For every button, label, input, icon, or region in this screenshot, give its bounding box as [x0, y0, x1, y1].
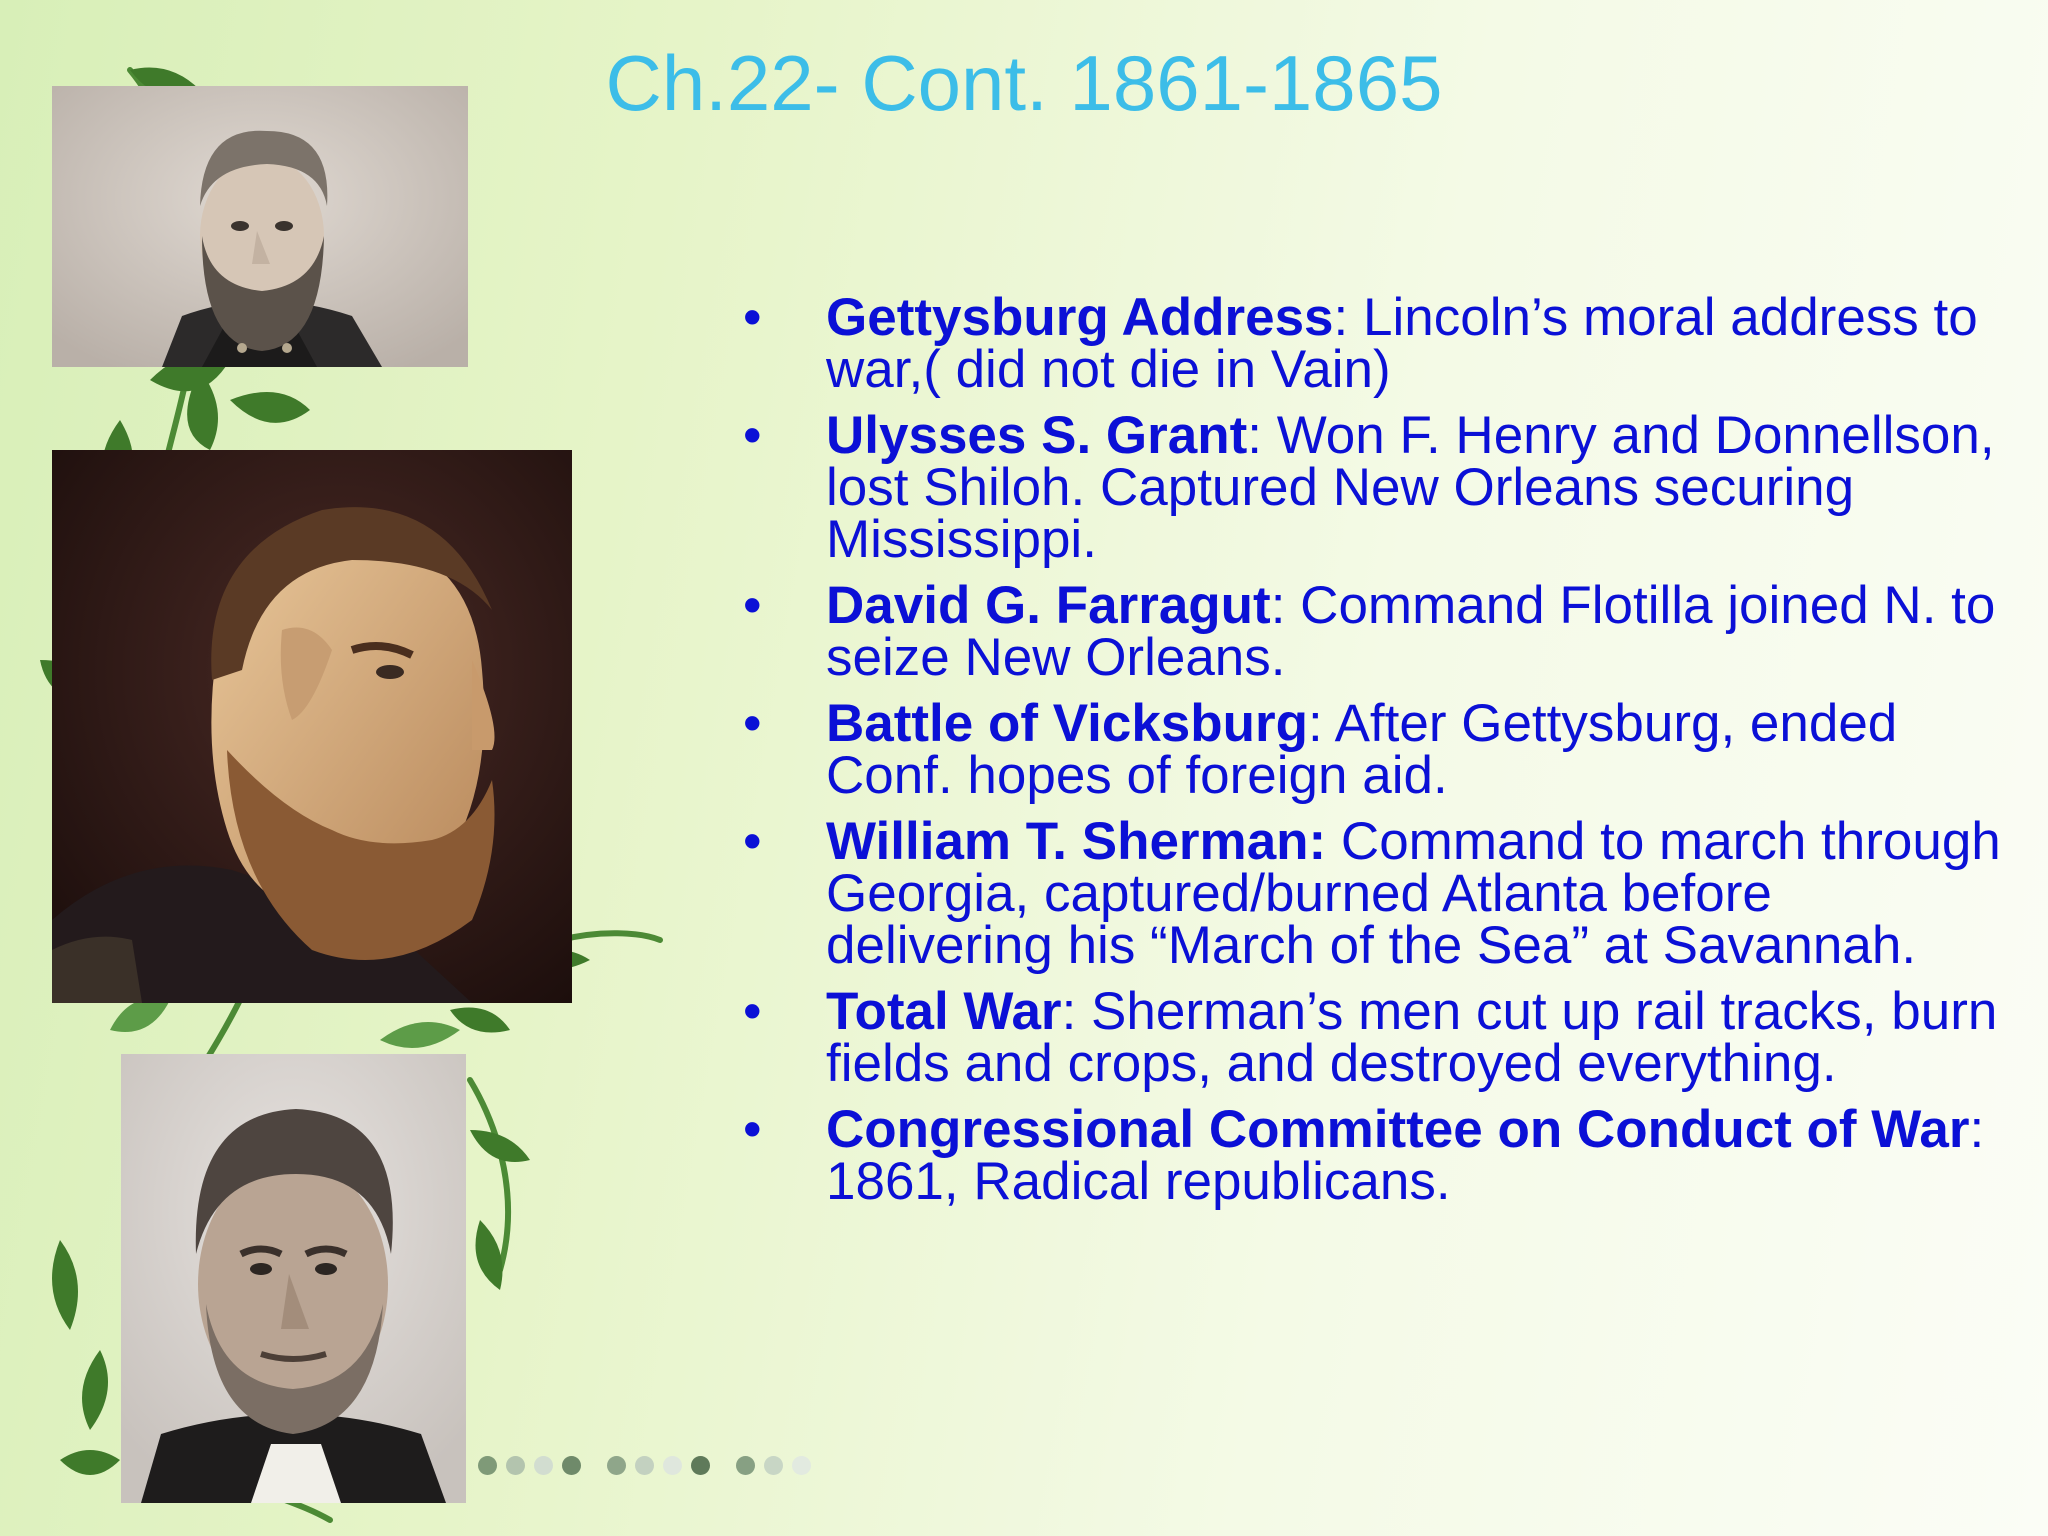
bullet-text: Command Flotilla joined N. to seize New Orleans. — [826, 576, 1996, 687]
bullet-term: Congressional Committee on Conduct of War — [826, 1100, 1970, 1159]
bullet-text: Won F. Henry and Donnellson, lost Shiloh. Captured New Orleans securing Mississippi. — [826, 406, 1995, 569]
bullet-separator: : — [1247, 406, 1262, 465]
bullet-icon: • — [743, 812, 762, 871]
bullet-icon: • — [743, 288, 762, 347]
progress-dot-icon — [562, 1456, 581, 1475]
portrait-sherman — [121, 1054, 466, 1503]
bullet-term: David G. Farragut — [826, 576, 1271, 635]
bullet-text: Sherman’s men cut up rail tracks, burn fields and crops, and destroyed everything. — [826, 982, 1998, 1093]
progress-dot-icon — [635, 1456, 654, 1475]
bullet-icon: • — [743, 982, 762, 1041]
bullet-icon: • — [743, 576, 762, 635]
bullet-text: Lincoln’s moral address to war,( did not die in Vain) — [826, 288, 1978, 399]
progress-dot-icon — [792, 1456, 811, 1475]
progress-dot-icon — [663, 1456, 682, 1475]
bullet-separator: : — [1270, 576, 1286, 635]
bullet-icon: • — [743, 406, 762, 465]
bullet-term: Gettysburg Address — [826, 288, 1334, 347]
bullet-text: 1861, Radical republicans. — [826, 1152, 1451, 1211]
slide-title: Ch.22- Cont. 1861-1865 — [605, 39, 1443, 127]
bullet-item — [743, 576, 2013, 687]
progress-dot-icon — [691, 1456, 710, 1475]
progress-dot-icon — [534, 1456, 553, 1475]
bullet-term: Ulysses S. Grant — [826, 406, 1248, 465]
bullet-separator: : — [1061, 982, 1077, 1041]
william-sherman-portrait-icon — [121, 1054, 466, 1503]
bullet-icon: • — [743, 694, 762, 753]
progress-dot-icon — [506, 1456, 525, 1475]
bullet-item — [743, 694, 2013, 805]
bullet-item — [743, 982, 2013, 1093]
bullet-term: Battle of Vicksburg — [826, 694, 1309, 753]
progress-dot-icon — [736, 1456, 755, 1475]
bullet-icon: • — [743, 1100, 762, 1159]
progress-dot-icon — [607, 1456, 626, 1475]
portrait-grant — [52, 450, 572, 1003]
progress-dot-icon — [764, 1456, 783, 1475]
bullet-separator: : — [1969, 1100, 1985, 1159]
bullet-item — [743, 288, 2013, 399]
bullet-term: Total War — [826, 982, 1062, 1041]
progress-dot-icon — [478, 1456, 497, 1475]
bullet-item — [743, 406, 2013, 569]
bullet-list — [743, 288, 2013, 1222]
progress-dots — [478, 1456, 820, 1480]
bullet-term: William T. Sherman: — [826, 812, 1327, 871]
bearded-officer-portrait-icon — [52, 86, 468, 367]
bullet-separator: : — [1308, 694, 1323, 753]
bullet-separator: : — [1333, 288, 1349, 347]
ulysses-grant-portrait-icon — [52, 450, 572, 1003]
bullet-text: Command to march through Georgia, captured/burned Atlanta before delivering his “March of the Sea” at Savannah. — [826, 812, 2001, 975]
bullet-item — [743, 812, 2013, 975]
bullet-text: After Gettysburg, ended Conf. hopes of foreign aid. — [826, 694, 1898, 805]
bullet-item — [743, 1100, 2013, 1211]
portrait-meade — [52, 86, 468, 367]
